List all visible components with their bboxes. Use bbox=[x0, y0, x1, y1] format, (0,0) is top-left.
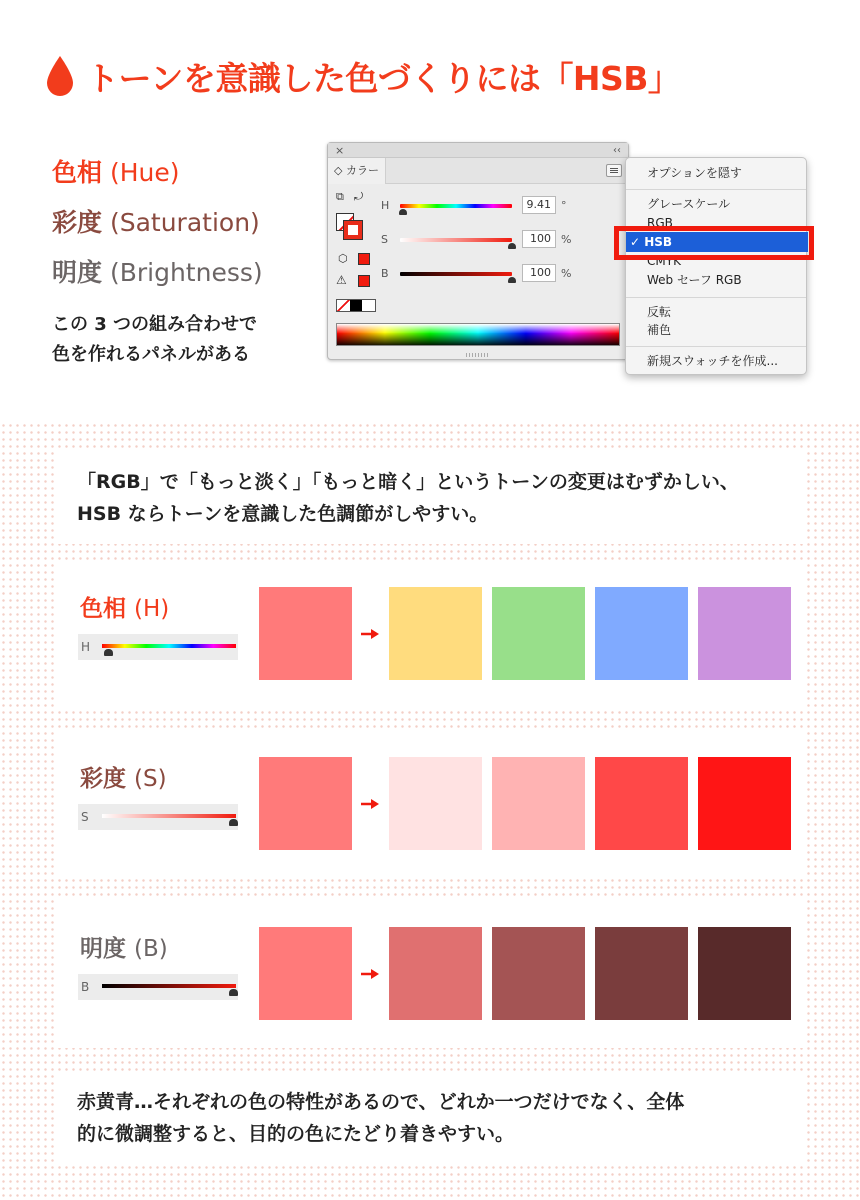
brightness-slider[interactable] bbox=[400, 272, 512, 276]
brightness-slider-knob[interactable] bbox=[508, 277, 516, 283]
menu-item-cmyk[interactable]: CMYK bbox=[647, 254, 681, 268]
gamut-swatch[interactable] bbox=[358, 253, 370, 265]
brightness-base-swatch bbox=[259, 927, 352, 1020]
resize-grip[interactable] bbox=[466, 353, 490, 357]
brightness-unit: % bbox=[561, 267, 572, 280]
cube-icon: ⬡ bbox=[338, 252, 348, 265]
row-title-hue-en: (H) bbox=[134, 596, 170, 622]
term-saturation-en: (Saturation) bbox=[109, 208, 260, 237]
term-hue-en: (Hue) bbox=[109, 158, 180, 187]
hue-slider-knob[interactable] bbox=[399, 209, 407, 215]
term-brightness-jp: 明度 bbox=[52, 258, 103, 287]
menu-separator bbox=[626, 189, 806, 190]
brightness-variant-swatch bbox=[595, 927, 688, 1020]
menu-item-new-swatch[interactable]: 新規スウォッチを作成... bbox=[647, 354, 778, 368]
intro-line2: HSB ならトーンを意識した色調節がしやすい。 bbox=[77, 503, 489, 525]
white-swatch[interactable] bbox=[362, 300, 375, 311]
panel-row-h bbox=[378, 198, 618, 214]
term-brightness bbox=[52, 248, 263, 298]
brightness-variant-swatch bbox=[698, 927, 791, 1020]
tab-color[interactable]: ◇ カラー bbox=[328, 158, 386, 184]
row-title-hue bbox=[80, 590, 169, 623]
brightness-mini-track bbox=[102, 984, 236, 988]
menu-item-complement[interactable]: 補色 bbox=[647, 323, 672, 337]
saturation-variant-swatch bbox=[492, 757, 585, 850]
panel-label-h: H bbox=[381, 199, 390, 212]
saturation-mini-knob bbox=[229, 819, 238, 826]
saturation-variant-swatch bbox=[389, 757, 482, 850]
row-title-brightness-en: (B) bbox=[134, 936, 168, 962]
saturation-mini-slider bbox=[78, 804, 238, 830]
saturation-base-swatch bbox=[259, 757, 352, 850]
footer-line1: 赤黄青…それぞれの色の特性があるので、どれか一つだけでなく、全体 bbox=[77, 1091, 685, 1113]
none-black-white-swatches bbox=[336, 299, 376, 312]
arrow-right-icon bbox=[360, 798, 380, 810]
menu-item-hide-options[interactable]: オプションを隠す bbox=[647, 166, 742, 180]
hsb-highlight-frame bbox=[614, 226, 814, 260]
hue-mini-slider bbox=[78, 634, 238, 660]
saturation-variant-swatch bbox=[595, 757, 688, 850]
top-description-line1: この 3 つの組み合わせで bbox=[52, 314, 258, 335]
panel-titlebar bbox=[328, 143, 628, 158]
term-brightness-en: (Brightness) bbox=[109, 258, 263, 287]
swap-colors-icon[interactable]: ⤾ bbox=[354, 190, 364, 203]
hue-variant-swatch bbox=[698, 587, 791, 680]
brightness-value-input[interactable]: 100 bbox=[522, 264, 556, 282]
menu-item-invert[interactable]: 反転 bbox=[647, 305, 672, 319]
menu-item-hsb[interactable]: ✓ HSB bbox=[626, 232, 808, 252]
brightness-mini-knob bbox=[229, 989, 238, 996]
hue-value-input[interactable]: 9.41 bbox=[522, 196, 556, 214]
page-title bbox=[44, 50, 680, 102]
hue-variant-swatch bbox=[595, 587, 688, 680]
brightness-variant-swatch bbox=[389, 927, 482, 1020]
footer-card bbox=[57, 1072, 807, 1164]
panel-label-b: B bbox=[381, 267, 389, 280]
hue-slider[interactable] bbox=[400, 204, 512, 208]
footer-line2: 的に微調整すると、目的の色にたどり着きやすい。 bbox=[77, 1123, 515, 1145]
saturation-mini-track bbox=[102, 814, 236, 818]
collapse-icon[interactable]: ‹‹ bbox=[613, 145, 621, 156]
saturation-unit: % bbox=[561, 233, 572, 246]
row-title-saturation-en: (S) bbox=[134, 766, 167, 792]
menu-item-web-safe-rgb[interactable]: Web セーフ RGB bbox=[647, 273, 742, 287]
none-swatch[interactable] bbox=[337, 300, 350, 311]
row-title-brightness bbox=[80, 930, 168, 963]
hue-unit: ° bbox=[561, 199, 567, 212]
brightness-mini-slider bbox=[78, 974, 238, 1000]
fill-stroke-icon[interactable] bbox=[336, 213, 362, 239]
panel-menu-icon[interactable] bbox=[606, 164, 622, 177]
panel-tab-row bbox=[328, 158, 628, 184]
term-saturation-jp: 彩度 bbox=[52, 208, 103, 237]
panel-label-s: S bbox=[381, 233, 388, 246]
drop-icon bbox=[44, 54, 76, 98]
stroke-swatch[interactable] bbox=[344, 221, 362, 239]
saturation-mini-label: S bbox=[81, 810, 89, 824]
hsb-terms bbox=[52, 148, 263, 298]
saturation-slider[interactable] bbox=[400, 238, 512, 242]
hue-base-swatch bbox=[259, 587, 352, 680]
color-spectrum[interactable] bbox=[336, 323, 620, 346]
row-title-saturation-jp: 彩度 bbox=[80, 766, 126, 792]
intro-card bbox=[57, 452, 807, 544]
web-safe-swatch[interactable] bbox=[358, 275, 370, 287]
top-description-line2: 色を作れるパネルがある bbox=[52, 344, 250, 365]
panel-row-b bbox=[378, 266, 618, 282]
hue-variant-swatch bbox=[389, 587, 482, 680]
menu-item-rgb[interactable]: RGB bbox=[647, 216, 673, 230]
term-hue-jp: 色相 bbox=[52, 158, 103, 187]
menu-separator bbox=[626, 346, 806, 347]
saturation-variant-swatch bbox=[698, 757, 791, 850]
warning-icon: ⚠ bbox=[336, 273, 347, 287]
arrow-right-icon bbox=[360, 968, 380, 980]
saturation-slider-knob[interactable] bbox=[508, 243, 516, 249]
brightness-mini-label: B bbox=[81, 980, 90, 994]
panel-row-s bbox=[378, 232, 618, 248]
menu-separator bbox=[626, 297, 806, 298]
default-colors-icon[interactable]: ⧉ bbox=[336, 190, 344, 203]
row-title-hue-jp: 色相 bbox=[80, 596, 126, 622]
color-panel bbox=[327, 142, 629, 360]
intro-line1: 「RGB」で「もっと淡く」「もっと暗く」というトーンの変更はむずかしい、 bbox=[77, 471, 739, 493]
title-text: トーンを意識した色づくりには「HSB」 bbox=[86, 58, 681, 98]
top-description bbox=[52, 310, 322, 370]
term-hue bbox=[52, 148, 263, 198]
hue-mini-track bbox=[102, 644, 236, 648]
hue-mini-knob bbox=[104, 649, 113, 656]
term-saturation bbox=[52, 198, 263, 248]
arrow-right-icon bbox=[360, 628, 380, 640]
saturation-value-input[interactable]: 100 bbox=[522, 230, 556, 248]
hue-mini-label: H bbox=[81, 640, 91, 654]
panel-dropdown-menu bbox=[625, 157, 807, 375]
close-icon[interactable]: × bbox=[335, 144, 345, 157]
black-swatch[interactable] bbox=[350, 300, 363, 311]
brightness-variant-swatch bbox=[492, 927, 585, 1020]
hue-variant-swatch bbox=[492, 587, 585, 680]
row-title-brightness-jp: 明度 bbox=[80, 936, 126, 962]
row-title-saturation bbox=[80, 760, 167, 793]
menu-item-grayscale[interactable]: グレースケール bbox=[647, 197, 731, 211]
